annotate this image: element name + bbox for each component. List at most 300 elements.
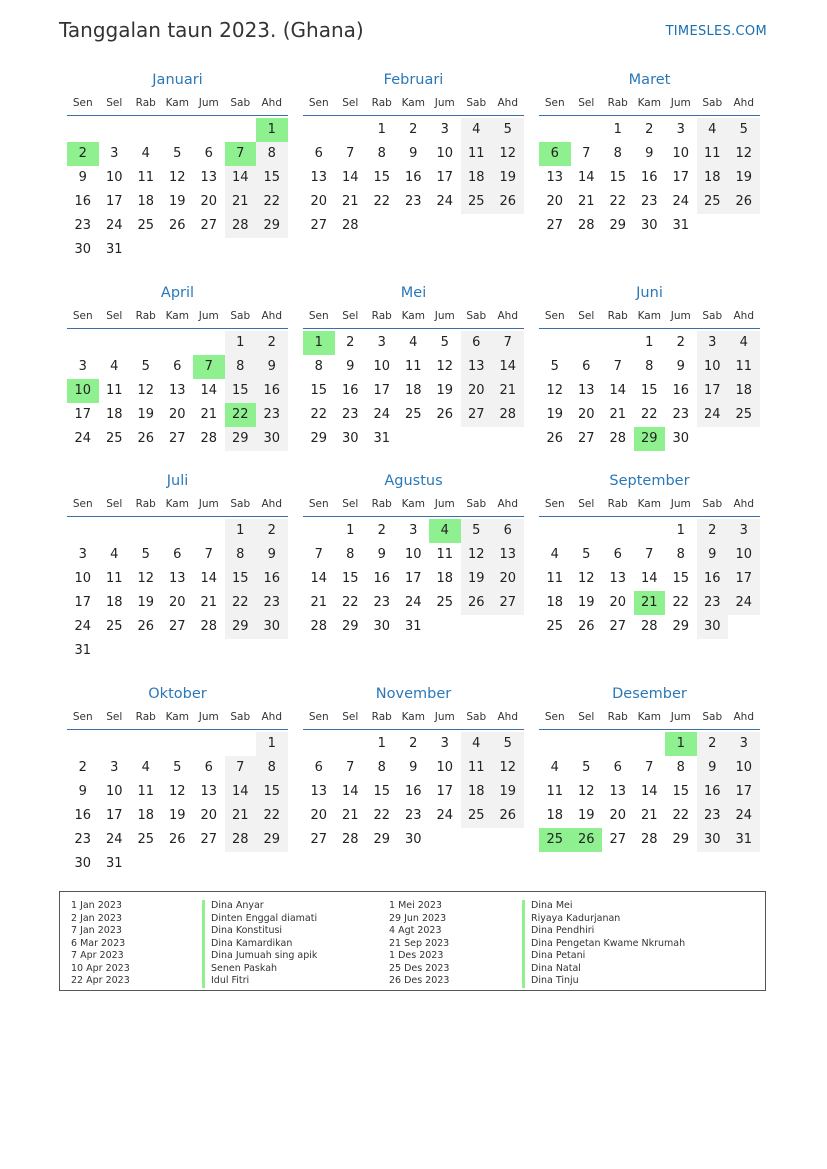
legend-date: 6 Mar 2023 bbox=[71, 937, 126, 949]
month-name: September bbox=[609, 473, 690, 489]
day-cell: 18 bbox=[546, 808, 564, 823]
holiday-day-cell: 22 bbox=[225, 403, 257, 427]
weekday-label: Ahd bbox=[733, 310, 754, 322]
day-cell: 14 bbox=[200, 571, 218, 586]
day-cell: 8 bbox=[613, 146, 622, 161]
weekday-label: Kam bbox=[165, 711, 189, 723]
day-cell: 24 bbox=[105, 218, 123, 233]
month-januari bbox=[67, 72, 288, 262]
day-cell: 22 bbox=[256, 804, 288, 828]
day-cell: 16 bbox=[373, 571, 391, 586]
day-cell: 25 bbox=[105, 431, 123, 446]
weekday-label: Ahd bbox=[733, 97, 754, 109]
day-cell: 9 bbox=[676, 359, 685, 374]
legend-holiday-name: Dina Tinju bbox=[522, 975, 579, 988]
day-cell: 2 bbox=[346, 335, 355, 350]
day-cell: 12 bbox=[168, 784, 186, 799]
holiday-day-cell: 4 bbox=[429, 519, 461, 543]
legend-date: 4 Agt 2023 bbox=[389, 925, 442, 936]
holiday-day-cell: 21 bbox=[634, 591, 666, 615]
weekday-label: Kam bbox=[637, 97, 661, 109]
day-cell: 17 bbox=[404, 571, 422, 586]
weekday-label: Sen bbox=[72, 711, 93, 723]
day-cell: 30 bbox=[341, 431, 359, 446]
day-cell: 30 bbox=[697, 828, 729, 852]
day-cell: 5 bbox=[173, 146, 182, 161]
day-cell: 7 bbox=[492, 331, 524, 355]
day-cell: 25 bbox=[546, 619, 564, 634]
day-cell: 18 bbox=[461, 780, 493, 804]
month-oktober bbox=[67, 686, 288, 876]
weekday-label: Sab bbox=[702, 97, 723, 109]
month-september bbox=[539, 473, 760, 663]
day-cell: 7 bbox=[225, 756, 257, 780]
holiday-day-cell: 1 bbox=[256, 118, 288, 142]
day-cell: 24 bbox=[74, 431, 92, 446]
day-cell: 6 bbox=[492, 519, 524, 543]
day-cell: 12 bbox=[546, 383, 564, 398]
day-cell: 20 bbox=[546, 194, 564, 209]
legend-holiday-name: Senen Paskah bbox=[202, 963, 277, 976]
month-name: Mei bbox=[400, 285, 427, 301]
day-cell: 5 bbox=[550, 359, 559, 374]
day-cell: 29 bbox=[256, 828, 288, 852]
month-agustus bbox=[303, 473, 524, 663]
weekday-header bbox=[67, 711, 288, 730]
weekday-label: Sab bbox=[466, 711, 487, 723]
weekday-label: Sab bbox=[230, 711, 251, 723]
day-cell: 1 bbox=[225, 331, 257, 355]
weekday-label: Sen bbox=[308, 310, 329, 322]
month-name: Maret bbox=[628, 72, 671, 88]
day-cell: 24 bbox=[74, 619, 92, 634]
legend-holiday-name: Dina Petani bbox=[522, 950, 585, 963]
day-cell: 8 bbox=[256, 756, 288, 780]
day-cell: 10 bbox=[728, 756, 760, 780]
weekday-label: Sen bbox=[544, 498, 565, 510]
day-cell: 18 bbox=[461, 166, 493, 190]
weekday-label: Sel bbox=[106, 711, 123, 723]
day-cell: 3 bbox=[728, 519, 760, 543]
day-cell: 28 bbox=[341, 832, 359, 847]
day-cell: 30 bbox=[697, 615, 729, 639]
day-cell: 25 bbox=[697, 190, 729, 214]
weekday-header bbox=[303, 711, 524, 730]
day-cell: 20 bbox=[492, 567, 524, 591]
day-cell: 13 bbox=[609, 784, 627, 799]
day-cell: 4 bbox=[550, 760, 559, 775]
weekday-header bbox=[539, 310, 760, 329]
weekday-label: Sel bbox=[106, 498, 123, 510]
weekday-label: Sel bbox=[342, 310, 359, 322]
day-cell: 20 bbox=[168, 407, 186, 422]
day-cell: 27 bbox=[609, 619, 627, 634]
day-cell: 6 bbox=[613, 760, 622, 775]
month-juli bbox=[67, 473, 288, 663]
legend-holiday-name: Dina Konstitusi bbox=[202, 925, 282, 938]
day-cell: 13 bbox=[168, 571, 186, 586]
weekday-label: Sen bbox=[544, 711, 565, 723]
day-cell: 26 bbox=[137, 619, 155, 634]
day-cell: 23 bbox=[341, 407, 359, 422]
weekday-label: Sel bbox=[106, 310, 123, 322]
day-cell: 17 bbox=[697, 379, 729, 403]
day-cell: 3 bbox=[78, 359, 87, 374]
day-cell: 22 bbox=[225, 591, 257, 615]
day-cell: 5 bbox=[440, 335, 449, 350]
day-cell: 22 bbox=[672, 808, 690, 823]
legend-holiday-name: Dina Pendhiri bbox=[522, 925, 594, 938]
weekday-label: Jum bbox=[198, 310, 219, 322]
legend-holiday-name: Riyaya Kadurjanan bbox=[522, 913, 620, 926]
day-cell: 10 bbox=[697, 355, 729, 379]
day-cell: 17 bbox=[105, 808, 123, 823]
legend-date: 1 Mei 2023 bbox=[389, 900, 442, 911]
day-cell: 28 bbox=[200, 619, 218, 634]
day-cell: 10 bbox=[105, 784, 123, 799]
day-cell: 1 bbox=[346, 523, 355, 538]
day-cell: 17 bbox=[373, 383, 391, 398]
day-cell: 19 bbox=[492, 166, 524, 190]
day-cell: 2 bbox=[676, 335, 685, 350]
day-cell: 15 bbox=[672, 784, 690, 799]
day-cell: 15 bbox=[225, 567, 257, 591]
day-cell: 17 bbox=[74, 595, 92, 610]
day-cell: 26 bbox=[492, 190, 524, 214]
weekday-label: Kam bbox=[165, 310, 189, 322]
weekday-label: Sab bbox=[230, 498, 251, 510]
weekday-header bbox=[303, 498, 524, 517]
weekday-label: Ahd bbox=[261, 711, 282, 723]
weekday-label: Jum bbox=[670, 310, 691, 322]
weekday-label: Kam bbox=[637, 310, 661, 322]
legend-date: 25 Des 2023 bbox=[389, 962, 450, 974]
weekday-label: Kam bbox=[165, 97, 189, 109]
day-cell: 5 bbox=[461, 519, 493, 543]
day-cell: 29 bbox=[609, 218, 627, 233]
day-cell: 6 bbox=[314, 760, 323, 775]
day-cell: 6 bbox=[204, 146, 213, 161]
weekday-label: Ahd bbox=[497, 498, 518, 510]
day-cell: 30 bbox=[256, 615, 288, 639]
day-cell: 23 bbox=[672, 407, 690, 422]
day-cell: 31 bbox=[105, 242, 123, 257]
day-cell: 21 bbox=[640, 808, 658, 823]
day-cell: 2 bbox=[256, 519, 288, 543]
day-cell: 1 bbox=[645, 335, 654, 350]
day-cell: 24 bbox=[672, 194, 690, 209]
day-cell: 21 bbox=[310, 595, 328, 610]
day-cell: 21 bbox=[200, 595, 218, 610]
day-cell: 26 bbox=[461, 591, 493, 615]
day-cell: 21 bbox=[492, 379, 524, 403]
day-cell: 19 bbox=[137, 407, 155, 422]
day-cell: 11 bbox=[461, 756, 493, 780]
day-cell: 16 bbox=[74, 808, 92, 823]
day-cell: 11 bbox=[404, 359, 422, 374]
holiday-legend bbox=[59, 891, 766, 991]
day-cell: 7 bbox=[613, 359, 622, 374]
day-cell: 8 bbox=[225, 355, 257, 379]
day-cell: 10 bbox=[672, 146, 690, 161]
day-cell: 30 bbox=[640, 218, 658, 233]
day-cell: 15 bbox=[373, 784, 391, 799]
legend-date: 29 Jun 2023 bbox=[389, 912, 447, 924]
day-cell: 16 bbox=[404, 784, 422, 799]
day-cell: 5 bbox=[141, 547, 150, 562]
day-cell: 4 bbox=[141, 146, 150, 161]
day-cell: 25 bbox=[105, 619, 123, 634]
day-cell: 24 bbox=[728, 591, 760, 615]
brand-link[interactable]: TIMESLES.COM bbox=[665, 24, 767, 39]
day-cell: 15 bbox=[341, 571, 359, 586]
day-cell: 14 bbox=[200, 383, 218, 398]
day-cell: 12 bbox=[577, 784, 595, 799]
weekday-label: Rab bbox=[371, 711, 392, 723]
day-cell: 10 bbox=[728, 543, 760, 567]
weekday-label: Sen bbox=[544, 97, 565, 109]
day-cell: 7 bbox=[346, 146, 355, 161]
month-name: Desember bbox=[612, 686, 687, 702]
day-cell: 9 bbox=[409, 146, 418, 161]
holiday-day-cell: 26 bbox=[571, 828, 603, 852]
legend-date: 1 Des 2023 bbox=[389, 950, 444, 961]
weekday-label: Sel bbox=[578, 498, 595, 510]
weekday-label: Ahd bbox=[497, 97, 518, 109]
day-cell: 18 bbox=[728, 379, 760, 403]
day-cell: 22 bbox=[256, 190, 288, 214]
day-cell: 2 bbox=[697, 732, 729, 756]
day-cell: 22 bbox=[310, 407, 328, 422]
day-cell: 3 bbox=[377, 335, 386, 350]
day-cell: 30 bbox=[672, 431, 690, 446]
day-cell: 30 bbox=[373, 619, 391, 634]
weekday-label: Ahd bbox=[261, 310, 282, 322]
day-cell: 9 bbox=[78, 170, 87, 185]
day-cell: 18 bbox=[105, 407, 123, 422]
day-cell: 12 bbox=[492, 142, 524, 166]
weekday-label: Rab bbox=[607, 711, 628, 723]
day-cell: 28 bbox=[492, 403, 524, 427]
weekday-label: Kam bbox=[401, 310, 425, 322]
weekday-label: Rab bbox=[135, 310, 156, 322]
holiday-day-cell: 10 bbox=[67, 379, 99, 403]
day-cell: 3 bbox=[676, 122, 685, 137]
day-cell: 14 bbox=[640, 571, 658, 586]
day-cell: 1 bbox=[676, 523, 685, 538]
weekday-label: Sel bbox=[342, 97, 359, 109]
day-cell: 27 bbox=[168, 431, 186, 446]
day-cell: 16 bbox=[640, 170, 658, 185]
weekday-label: Jum bbox=[670, 97, 691, 109]
legend-holiday-name: Dina Kamardikan bbox=[202, 938, 292, 951]
day-cell: 24 bbox=[697, 403, 729, 427]
holiday-day-cell: 7 bbox=[225, 142, 257, 166]
day-cell: 20 bbox=[461, 379, 493, 403]
day-cell: 20 bbox=[609, 595, 627, 610]
day-cell: 12 bbox=[461, 543, 493, 567]
day-cell: 27 bbox=[168, 619, 186, 634]
day-cell: 4 bbox=[697, 118, 729, 142]
day-cell: 26 bbox=[137, 431, 155, 446]
day-cell: 23 bbox=[404, 194, 422, 209]
month-name: Juni bbox=[636, 285, 663, 301]
day-cell: 5 bbox=[582, 760, 591, 775]
weekday-label: Rab bbox=[607, 498, 628, 510]
weekday-label: Ahd bbox=[497, 310, 518, 322]
weekday-label: Jum bbox=[670, 711, 691, 723]
day-cell: 8 bbox=[256, 142, 288, 166]
day-cell: 25 bbox=[404, 407, 422, 422]
day-cell: 18 bbox=[404, 383, 422, 398]
month-name: Oktober bbox=[148, 686, 207, 702]
legend-date: 26 Des 2023 bbox=[389, 975, 450, 986]
day-cell: 27 bbox=[461, 403, 493, 427]
day-cell: 1 bbox=[613, 122, 622, 137]
weekday-label: Jum bbox=[434, 498, 455, 510]
day-cell: 5 bbox=[728, 118, 760, 142]
day-cell: 31 bbox=[672, 218, 690, 233]
day-cell: 23 bbox=[74, 218, 92, 233]
legend-holiday-name: Dina Natal bbox=[522, 963, 581, 976]
day-cell: 11 bbox=[697, 142, 729, 166]
day-cell: 3 bbox=[110, 146, 119, 161]
day-cell: 18 bbox=[697, 166, 729, 190]
day-cell: 16 bbox=[404, 170, 422, 185]
day-cell: 4 bbox=[110, 359, 119, 374]
day-cell: 7 bbox=[346, 760, 355, 775]
day-cell: 18 bbox=[546, 595, 564, 610]
day-cell: 19 bbox=[137, 595, 155, 610]
day-cell: 3 bbox=[697, 331, 729, 355]
weekday-label: Ahd bbox=[733, 498, 754, 510]
day-cell: 7 bbox=[645, 760, 654, 775]
weekday-label: Ahd bbox=[261, 97, 282, 109]
weekday-label: Sen bbox=[308, 97, 329, 109]
weekday-label: Jum bbox=[434, 97, 455, 109]
day-cell: 14 bbox=[225, 780, 257, 804]
weekday-label: Sab bbox=[466, 97, 487, 109]
day-cell: 13 bbox=[609, 571, 627, 586]
day-cell: 16 bbox=[74, 194, 92, 209]
day-cell: 11 bbox=[436, 547, 454, 562]
weekday-label: Rab bbox=[371, 97, 392, 109]
day-cell: 15 bbox=[256, 780, 288, 804]
day-cell: 31 bbox=[728, 828, 760, 852]
day-cell: 29 bbox=[225, 427, 257, 451]
day-cell: 2 bbox=[409, 122, 418, 137]
month-name: Agustus bbox=[384, 473, 443, 489]
day-cell: 17 bbox=[436, 784, 454, 799]
weekday-label: Ahd bbox=[733, 711, 754, 723]
weekday-label: Sel bbox=[578, 97, 595, 109]
day-cell: 7 bbox=[314, 547, 323, 562]
weekday-label: Sab bbox=[702, 498, 723, 510]
day-cell: 11 bbox=[728, 355, 760, 379]
weekday-label: Sab bbox=[702, 310, 723, 322]
weekday-label: Rab bbox=[607, 97, 628, 109]
weekday-header bbox=[67, 310, 288, 329]
day-cell: 17 bbox=[728, 780, 760, 804]
day-cell: 23 bbox=[697, 591, 729, 615]
day-cell: 2 bbox=[256, 331, 288, 355]
weekday-label: Sel bbox=[342, 498, 359, 510]
day-cell: 28 bbox=[225, 828, 257, 852]
legend-date: 22 Apr 2023 bbox=[71, 975, 130, 986]
day-cell: 5 bbox=[141, 359, 150, 374]
day-cell: 5 bbox=[492, 732, 524, 756]
day-cell: 24 bbox=[373, 407, 391, 422]
legend-date: 7 Apr 2023 bbox=[71, 950, 124, 961]
page-title: Tanggalan taun 2023. (Ghana) bbox=[59, 18, 364, 42]
day-cell: 30 bbox=[404, 832, 422, 847]
day-cell: 6 bbox=[173, 547, 182, 562]
day-cell: 25 bbox=[461, 804, 493, 828]
day-cell: 13 bbox=[200, 170, 218, 185]
weekday-label: Sen bbox=[72, 498, 93, 510]
weekday-label: Sab bbox=[466, 498, 487, 510]
weekday-label: Ahd bbox=[497, 711, 518, 723]
day-cell: 1 bbox=[377, 122, 386, 137]
day-cell: 6 bbox=[582, 359, 591, 374]
day-cell: 20 bbox=[310, 194, 328, 209]
day-cell: 19 bbox=[546, 407, 564, 422]
holiday-day-cell: 6 bbox=[539, 142, 571, 166]
day-cell: 20 bbox=[168, 595, 186, 610]
month-mei bbox=[303, 285, 524, 475]
weekday-label: Rab bbox=[607, 310, 628, 322]
day-cell: 28 bbox=[200, 431, 218, 446]
legend-holiday-name: Dina Mei bbox=[522, 900, 573, 913]
month-juni bbox=[539, 285, 760, 475]
day-cell: 1 bbox=[377, 736, 386, 751]
legend-holiday-name: Idul Fitri bbox=[202, 975, 249, 988]
day-cell: 24 bbox=[728, 804, 760, 828]
day-cell: 19 bbox=[168, 808, 186, 823]
day-cell: 14 bbox=[609, 383, 627, 398]
day-cell: 14 bbox=[640, 784, 658, 799]
day-cell: 23 bbox=[74, 832, 92, 847]
day-cell: 8 bbox=[314, 359, 323, 374]
day-cell: 22 bbox=[609, 194, 627, 209]
day-cell: 16 bbox=[256, 379, 288, 403]
weekday-header bbox=[539, 711, 760, 730]
day-cell: 16 bbox=[697, 567, 729, 591]
day-cell: 9 bbox=[256, 543, 288, 567]
day-cell: 3 bbox=[440, 122, 449, 137]
day-cell: 23 bbox=[404, 808, 422, 823]
day-cell: 10 bbox=[436, 760, 454, 775]
day-cell: 7 bbox=[204, 547, 213, 562]
day-cell: 8 bbox=[676, 760, 685, 775]
day-cell: 4 bbox=[728, 331, 760, 355]
day-cell: 19 bbox=[577, 595, 595, 610]
day-cell: 6 bbox=[613, 547, 622, 562]
day-cell: 12 bbox=[168, 170, 186, 185]
holiday-day-cell: 29 bbox=[634, 427, 666, 451]
weekday-label: Kam bbox=[637, 711, 661, 723]
day-cell: 20 bbox=[200, 808, 218, 823]
day-cell: 13 bbox=[577, 383, 595, 398]
weekday-label: Ahd bbox=[261, 498, 282, 510]
day-cell: 8 bbox=[377, 146, 386, 161]
day-cell: 4 bbox=[550, 547, 559, 562]
day-cell: 9 bbox=[645, 146, 654, 161]
day-cell: 31 bbox=[105, 856, 123, 871]
day-cell: 22 bbox=[373, 194, 391, 209]
day-cell: 29 bbox=[672, 832, 690, 847]
day-cell: 19 bbox=[577, 808, 595, 823]
